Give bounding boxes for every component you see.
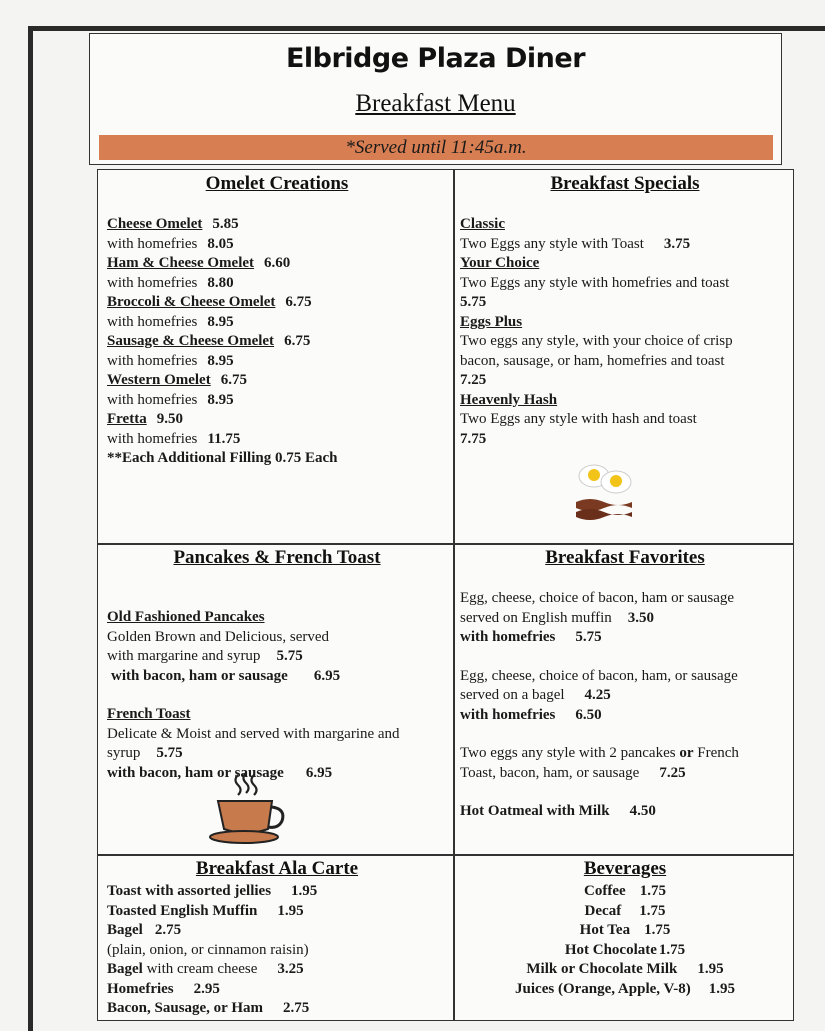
item-price: 8.05 xyxy=(207,235,234,252)
item-name: Toast with assorted jellies xyxy=(107,883,272,899)
section-title: Pancakes & French Toast xyxy=(173,547,381,568)
served-until-banner: *Served until 11:45a.m. xyxy=(99,135,773,160)
item-price: 1.75 xyxy=(644,922,671,938)
item-name: Juices (Orange, Apple, V-8) xyxy=(515,980,691,997)
menu-item xyxy=(107,371,447,410)
page-edge xyxy=(30,26,825,31)
menu-item xyxy=(460,882,790,902)
item-name: Old Fashioned Pancakes xyxy=(107,609,265,625)
item-price: 5.75 xyxy=(276,648,303,664)
item-addon: with homefries xyxy=(107,391,198,408)
item-desc: served on English muffin xyxy=(460,609,612,626)
item-addon: with homefries xyxy=(107,235,198,252)
item-name: Bagel xyxy=(107,961,143,977)
item-note: (plain, onion, or cinnamon raisin) xyxy=(107,941,309,958)
item-price: 4.25 xyxy=(584,687,611,703)
item-price: 8.95 xyxy=(207,352,234,369)
item-desc: Two Eggs any style with homefries and toast xyxy=(460,274,730,291)
item-price: 1.95 xyxy=(708,980,735,997)
item-price: 5.75 xyxy=(575,629,602,645)
item-price: 2.75 xyxy=(154,922,182,938)
item-name: Western Omelet xyxy=(107,372,211,388)
menu-item xyxy=(460,215,790,254)
item-name: Ham & Cheese Omelet xyxy=(107,255,255,271)
item-desc: or xyxy=(679,745,694,761)
menu-item xyxy=(107,608,447,686)
menu-item xyxy=(460,902,790,922)
menu-item xyxy=(460,980,790,1000)
item-price: 6.75 xyxy=(220,372,247,388)
item-name: Your Choice xyxy=(460,255,540,271)
menu-item xyxy=(460,313,790,391)
item-price: 3.50 xyxy=(627,609,655,626)
menu-item xyxy=(107,410,447,449)
item-addon: with homefries xyxy=(460,629,556,645)
page-edge xyxy=(28,26,33,1031)
item-price: 1.95 xyxy=(697,961,724,977)
item-price: 9.50 xyxy=(156,411,183,427)
item-price: 2.95 xyxy=(193,980,220,997)
item-desc: served on a bagel xyxy=(460,687,565,703)
coffee-cup-icon xyxy=(206,771,292,847)
item-desc: Two eggs any style with 2 pancakes xyxy=(460,745,680,761)
item-name: Hot Chocolate xyxy=(564,941,657,958)
item-price: 6.50 xyxy=(575,706,602,723)
menu-item xyxy=(107,960,447,980)
menu-item xyxy=(107,215,447,254)
menu-item xyxy=(460,744,790,783)
item-addon: with bacon, ham or sausage xyxy=(107,764,284,781)
item-desc: Egg, cheese, choice of bacon, ham, or sausage xyxy=(460,667,738,684)
menu-item xyxy=(460,941,790,961)
item-name: Classic xyxy=(460,216,505,232)
item-price: 3.75 xyxy=(663,235,691,252)
menu-item xyxy=(460,667,790,726)
pancakes-section xyxy=(107,547,447,783)
item-price: 11.75 xyxy=(207,430,241,447)
section-title: Beverages xyxy=(583,858,667,879)
item-addon: with homefries xyxy=(107,352,198,369)
item-addon: with homefries xyxy=(107,430,198,447)
item-price: 1.95 xyxy=(291,883,318,899)
item-desc: with margarine and syrup xyxy=(107,648,261,664)
eggs-bacon-icon xyxy=(570,456,638,524)
divider xyxy=(98,854,793,856)
menu-item xyxy=(460,960,790,980)
item-name: Decaf xyxy=(584,902,622,919)
item-price: 7.75 xyxy=(460,430,487,447)
item-addon: with bacon, ham or sausage xyxy=(111,667,288,684)
item-price: 6.75 xyxy=(285,294,312,310)
item-desc: Golden Brown and Delicious, served xyxy=(107,628,330,645)
item-name: Eggs Plus xyxy=(460,313,523,330)
item-name: Hot Oatmeal with Milk xyxy=(460,803,610,819)
section-title: Breakfast Favorites xyxy=(545,547,705,568)
item-price: 2.75 xyxy=(282,1000,310,1016)
item-name: French Toast xyxy=(107,706,191,722)
ala-carte-section xyxy=(107,858,447,1019)
item-name: Hot Tea xyxy=(579,922,631,938)
item-price: 4.50 xyxy=(629,803,656,819)
menu-title: Breakfast Menu xyxy=(355,90,516,117)
item-name: Sausage & Cheese Omelet xyxy=(107,333,275,349)
specials-section xyxy=(460,173,790,449)
item-price: 6.95 xyxy=(305,764,333,781)
section-title: Omelet Creations xyxy=(205,173,349,194)
item-price: 8.95 xyxy=(207,313,234,330)
divider xyxy=(453,170,455,1020)
item-desc: Delicate & Moist and served with margarine and xyxy=(107,725,400,742)
menu-grid xyxy=(97,169,794,1021)
item-addon: with homefries xyxy=(107,274,198,291)
menu-item xyxy=(107,921,447,941)
menu-item xyxy=(107,332,447,371)
beverages-section xyxy=(460,858,790,999)
item-price: 1.75 xyxy=(639,902,666,919)
item-desc: Two Eggs any style with Toast xyxy=(460,235,644,252)
menu-item xyxy=(107,902,447,922)
item-price: 5.75 xyxy=(460,294,487,310)
menu-item xyxy=(460,921,790,941)
menu-item xyxy=(107,980,447,1000)
item-name: Cheese Omelet xyxy=(107,216,203,232)
omelet-section xyxy=(107,173,447,469)
item-name: Fretta xyxy=(107,411,147,427)
menu-item xyxy=(107,293,447,332)
item-price: 1.75 xyxy=(658,941,686,958)
item-desc: Egg, cheese, choice of bacon, ham or sausage xyxy=(460,590,735,606)
filling-note: **Each Additional Filling 0.75 Each xyxy=(107,450,338,466)
section-title: Breakfast Ala Carte xyxy=(195,858,359,879)
menu-item xyxy=(460,391,790,450)
item-name: Heavenly Hash xyxy=(460,391,558,408)
item-name: Homefries xyxy=(107,980,174,997)
item-price: 3.25 xyxy=(277,961,304,977)
item-desc: syrup xyxy=(107,745,141,761)
item-name: Bacon, Sausage, or Ham xyxy=(107,1000,263,1016)
section-title: Breakfast Specials xyxy=(550,173,700,194)
item-desc: Two eggs any style, with your choice of crisp xyxy=(460,333,733,349)
item-name: Broccoli & Cheese Omelet xyxy=(107,294,276,310)
menu-item xyxy=(107,254,447,293)
item-addon: with homefries xyxy=(107,313,198,330)
item-price: 5.75 xyxy=(156,745,183,761)
item-price: 6.60 xyxy=(264,255,291,271)
item-price: 8.80 xyxy=(207,274,234,291)
menu-item xyxy=(460,589,790,648)
item-desc: bacon, sausage, or ham, homefries and toast xyxy=(460,352,725,369)
diner-name: Elbridge Plaza Diner xyxy=(285,43,586,74)
item-price: 7.25 xyxy=(460,372,487,388)
menu-item xyxy=(460,802,790,822)
item-price: 6.75 xyxy=(284,333,311,349)
item-desc: Two Eggs any style with hash and toast xyxy=(460,411,697,427)
item-price: 6.95 xyxy=(313,667,341,684)
divider xyxy=(98,543,793,545)
item-price: 5.85 xyxy=(212,216,239,232)
item-desc: Toast, bacon, ham, or sausage xyxy=(460,764,640,781)
item-desc: French xyxy=(693,745,739,761)
item-name: Milk or Chocolate Milk xyxy=(526,961,678,977)
menu-item xyxy=(460,254,790,313)
item-name: Toasted English Muffin xyxy=(107,902,258,919)
item-desc: with cream cheese xyxy=(142,961,258,977)
item-price: 1.95 xyxy=(277,902,304,919)
menu-item xyxy=(107,999,447,1019)
item-price: 7.25 xyxy=(659,764,686,781)
favorites-section xyxy=(460,547,790,822)
item-name: Bagel xyxy=(107,922,143,938)
item-price: 1.75 xyxy=(639,883,666,899)
menu-item xyxy=(107,882,447,902)
item-name: Coffee xyxy=(584,883,626,899)
item-price: 8.95 xyxy=(207,391,234,408)
header-box xyxy=(89,33,782,165)
item-addon: with homefries xyxy=(460,706,556,723)
